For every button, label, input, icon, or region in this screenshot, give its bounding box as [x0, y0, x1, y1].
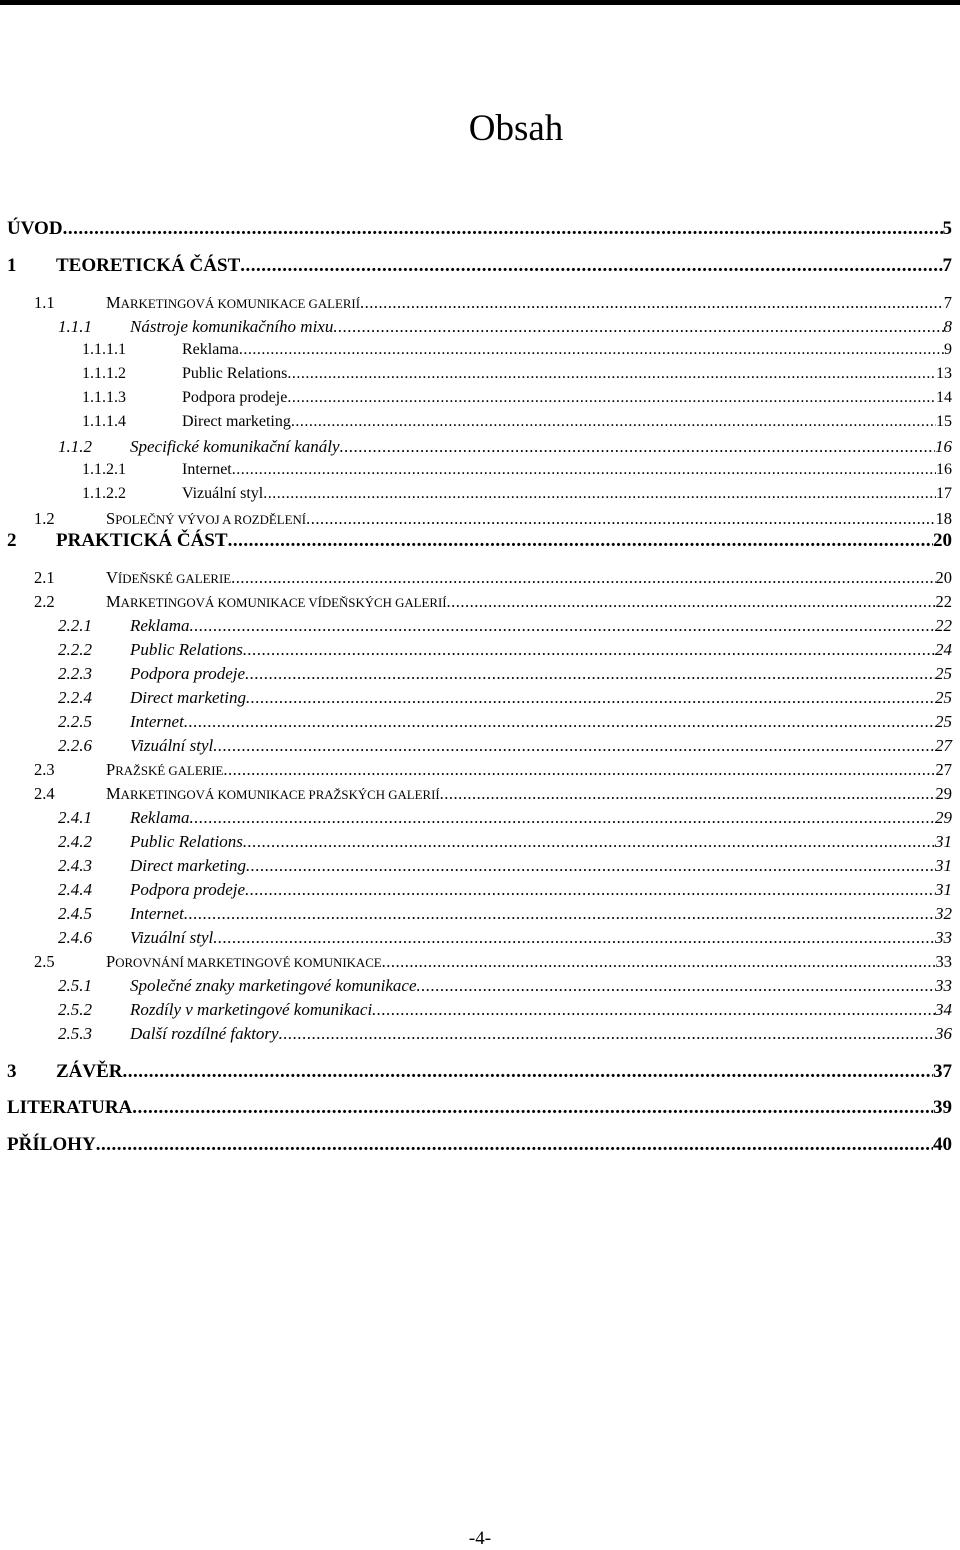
toc-entry-title: Nástroje komunikačního mixu	[130, 317, 334, 336]
toc-entry-title: LITERATURA	[7, 1097, 133, 1118]
toc-entry[interactable]	[58, 664, 952, 684]
toc-entry-title: Rozdíly v marketingové komunikaci	[130, 1000, 373, 1019]
toc-entry-number: 2.4.4	[58, 880, 92, 899]
toc-entry-page: 7	[943, 293, 952, 312]
toc-dot-leader	[189, 808, 935, 828]
toc-entry-page: 29	[935, 784, 952, 803]
toc-entry[interactable]	[82, 389, 952, 407]
toc-entry[interactable]	[7, 1061, 952, 1083]
toc-entry[interactable]	[82, 365, 952, 383]
toc-entry[interactable]	[58, 832, 952, 852]
page-title: Obsah	[468, 108, 564, 149]
toc-entry-title: Internet	[182, 461, 232, 478]
toc-entry-number: 2.3	[34, 760, 55, 779]
toc-entry-page: 33	[935, 928, 952, 947]
toc-entry[interactable]	[7, 1097, 952, 1119]
toc-entry-title: Podpora prodeje	[182, 389, 288, 406]
toc-entry-title: ÚVOD	[7, 218, 63, 239]
toc-entry-title: Direct marketing	[130, 688, 246, 707]
toc-entry-title: PRAKTICKÁ ČÁST	[56, 530, 228, 551]
toc-entry-page: 37	[933, 1061, 952, 1082]
toc-dot-leader	[291, 413, 936, 431]
toc-entry[interactable]	[58, 976, 952, 996]
toc-entry-page: 31	[935, 856, 952, 875]
toc-dot-leader	[184, 712, 935, 732]
toc-entry-number: 1.1.1.3	[82, 389, 126, 406]
toc-entry[interactable]	[58, 808, 952, 828]
toc-entry-page: 8	[943, 317, 952, 336]
toc-entry-title: Další rozdílné faktory	[130, 1024, 279, 1043]
toc-entry-number: 2.5.1	[58, 976, 92, 995]
toc-dot-leader	[372, 1000, 935, 1020]
toc-entry-title: Direct marketing	[182, 413, 291, 430]
toc-entry-page: 36	[935, 1024, 952, 1043]
toc-entry-page: 20	[933, 530, 952, 551]
toc-entry[interactable]	[7, 530, 952, 552]
toc-dot-leader	[306, 509, 935, 529]
toc-entry-number: 1.1.2.2	[82, 485, 126, 502]
toc-entry-number: 2.4.1	[58, 808, 92, 827]
toc-dot-leader	[243, 832, 935, 852]
toc-entry-page: 27	[935, 736, 952, 755]
toc-entry-title: VÍDEŇSKÉ GALERIE	[106, 568, 232, 587]
toc-dot-leader	[231, 568, 935, 588]
toc-entry-page: 31	[935, 832, 952, 851]
toc-entry-page: 25	[935, 664, 952, 683]
toc-entry[interactable]	[58, 1024, 952, 1044]
toc-entry-title: POROVNÁNÍ MARKETINGOVÉ KOMUNIKACE	[106, 952, 382, 971]
toc-dot-leader	[63, 218, 943, 240]
toc-entry[interactable]	[58, 736, 952, 756]
toc-dot-leader	[232, 461, 936, 479]
toc-entry-number: 2.2.2	[58, 640, 92, 659]
toc-dot-leader	[123, 1061, 933, 1083]
toc-entry-title: TEORETICKÁ ČÁST	[56, 255, 241, 276]
toc-entry-title: SPOLEČNÝ VÝVOJ A ROZDĚLENÍ	[106, 509, 307, 528]
toc-entry[interactable]	[58, 880, 952, 900]
toc-entry[interactable]	[58, 688, 952, 708]
toc-entry[interactable]	[34, 592, 952, 612]
toc-dot-leader	[184, 904, 935, 924]
toc-entry-title: PRAŽSKÉ GALERIE	[106, 760, 224, 779]
toc-entry[interactable]	[58, 928, 952, 948]
toc-entry-number: 2.4.5	[58, 904, 92, 923]
toc-entry-page: 32	[935, 904, 952, 923]
toc-entry-title: Společné znaky marketingové komunikace	[130, 976, 417, 995]
toc-entry-number: 2.2.4	[58, 688, 92, 707]
toc-entry-title: Public Relations	[130, 640, 243, 659]
toc-entry-number: 2.5.3	[58, 1024, 92, 1043]
toc-entry[interactable]	[58, 1000, 952, 1020]
toc-entry-page: 22	[935, 592, 952, 611]
toc-entry-page: 27	[935, 760, 952, 779]
toc-dot-leader	[189, 616, 935, 636]
toc-entry-page: 33	[935, 952, 952, 971]
toc-entry-title: MARKETINGOVÁ KOMUNIKACE VÍDEŇSKÝCH GALERIÍ	[106, 592, 447, 611]
toc-dot-leader	[245, 880, 935, 900]
toc-entry-number: 3	[7, 1061, 17, 1082]
toc-entry[interactable]	[7, 1134, 952, 1156]
toc-entry-title: Podpora prodeje	[130, 664, 246, 683]
toc-dot-leader	[243, 640, 935, 660]
toc-dot-leader	[96, 1134, 933, 1156]
toc-dot-leader	[263, 485, 936, 503]
toc-entry-number: 1.1.2	[58, 437, 92, 456]
toc-entry-title: Reklama	[130, 616, 190, 635]
toc-entry-title: Reklama	[182, 341, 239, 358]
toc-entry[interactable]	[34, 784, 952, 804]
toc-entry-title: Public Relations	[130, 832, 243, 851]
toc-entry-page: 40	[933, 1134, 952, 1155]
toc-entry-number: 2.4.6	[58, 928, 92, 947]
toc-entry-number: 2	[7, 530, 17, 551]
toc-entry-page: 39	[933, 1097, 952, 1118]
toc-entry[interactable]	[34, 293, 952, 313]
toc-entry-page: 18	[935, 509, 952, 528]
toc-dot-leader	[417, 976, 935, 996]
toc-entry-title: Public Relations	[182, 365, 288, 382]
toc-entry-number: 2.2.3	[58, 664, 92, 683]
toc-entry-number: 2.4.3	[58, 856, 92, 875]
toc-entry-page: 13	[936, 365, 952, 382]
toc-entry[interactable]	[34, 509, 952, 529]
toc-entry-page: 34	[935, 1000, 952, 1019]
toc-entry-number: 2.2.1	[58, 616, 92, 635]
toc-entry-title: PŘÍLOHY	[7, 1134, 96, 1155]
toc-dot-leader	[239, 341, 944, 359]
toc-entry-number: 1.1.2.1	[82, 461, 126, 478]
toc-dot-leader	[213, 928, 935, 948]
toc-entry-page: 24	[935, 640, 952, 659]
toc-entry-page: 22	[935, 616, 952, 635]
toc-entry-number: 1.1	[34, 293, 55, 312]
toc-entry-number: 1.1.1.1	[82, 341, 126, 358]
toc-dot-leader	[340, 437, 935, 457]
toc-dot-leader	[213, 736, 935, 756]
toc-entry-title: Vizuální styl	[130, 736, 214, 755]
toc-entry-number: 1	[7, 255, 17, 276]
toc-entry-page: 20	[935, 568, 952, 587]
toc-dot-leader	[279, 1024, 935, 1044]
toc-entry-title: Internet	[130, 904, 184, 923]
toc-entry[interactable]	[7, 218, 952, 240]
toc-entry-title: Reklama	[130, 808, 190, 827]
toc-entry[interactable]	[58, 856, 952, 876]
toc-entry[interactable]	[34, 760, 952, 780]
toc-entry-page: 15	[936, 413, 952, 430]
toc-entry[interactable]	[58, 640, 952, 660]
toc-entry-title: ZÁVĚR	[56, 1061, 123, 1082]
toc-entry-number: 2.5.2	[58, 1000, 92, 1019]
toc-entry-number: 2.1	[34, 568, 55, 587]
toc-dot-leader	[240, 255, 942, 277]
toc-dot-leader	[228, 530, 933, 552]
page-number-footer: -4-	[468, 1528, 492, 1549]
toc-dot-leader	[382, 952, 936, 972]
toc-entry-title: Vizuální styl	[130, 928, 214, 947]
toc-entry-title: MARKETINGOVÁ KOMUNIKACE GALERIÍ	[106, 293, 360, 312]
toc-entry[interactable]	[58, 904, 952, 924]
toc-dot-leader	[287, 389, 936, 407]
toc-entry-page: 16	[935, 437, 952, 456]
toc-entry[interactable]	[58, 317, 952, 337]
toc-dot-leader	[287, 365, 936, 383]
toc-entry-title: Podpora prodeje	[130, 880, 246, 899]
toc-entry-number: 1.1.1.2	[82, 365, 126, 382]
toc-entry-page: 33	[935, 976, 952, 995]
toc-entry-page: 16	[936, 461, 952, 478]
toc-entry[interactable]	[58, 437, 952, 457]
toc-entry-number: 2.5	[34, 952, 55, 971]
toc-entry-title: MARKETINGOVÁ KOMUNIKACE PRAŽSKÝCH GALERIÍ	[106, 784, 440, 803]
toc-entry-page: 29	[935, 808, 952, 827]
toc-dot-leader	[246, 856, 935, 876]
toc-entry[interactable]	[82, 461, 952, 479]
toc-entry[interactable]	[82, 485, 952, 503]
toc-entry-number: 1.1.1	[58, 317, 92, 336]
toc-entry-number: 2.2.5	[58, 712, 92, 731]
toc-entry-title: Specifické komunikační kanály	[130, 437, 340, 456]
toc-entry-page: 9	[944, 341, 952, 358]
toc-entry[interactable]	[34, 952, 952, 972]
toc-entry[interactable]	[58, 616, 952, 636]
toc-entry-page: 17	[936, 485, 952, 502]
toc-entry-title: Internet	[130, 712, 184, 731]
toc-entry-page: 25	[935, 688, 952, 707]
toc-entry[interactable]	[7, 255, 952, 277]
toc-entry[interactable]	[58, 712, 952, 732]
toc-entry[interactable]	[34, 568, 952, 588]
toc-entry-number: 1.2	[34, 509, 55, 528]
toc-entry-number: 2.2.6	[58, 736, 92, 755]
toc-entry-number: 2.2	[34, 592, 55, 611]
toc-dot-leader	[246, 688, 935, 708]
toc-dot-leader	[245, 664, 935, 684]
toc-entry[interactable]	[82, 341, 952, 359]
toc-entry-page: 5	[942, 218, 952, 239]
toc-dot-leader	[333, 317, 943, 337]
toc-dot-leader	[223, 760, 935, 780]
toc-entry-page: 14	[936, 389, 952, 406]
toc-entry-page: 31	[935, 880, 952, 899]
toc-dot-leader	[440, 784, 936, 804]
toc-entry-page: 25	[935, 712, 952, 731]
toc-entry-number: 2.4	[34, 784, 55, 803]
toc-dot-leader	[132, 1097, 933, 1119]
toc-entry-title: Vizuální styl	[182, 485, 264, 502]
toc-entry-number: 2.4.2	[58, 832, 92, 851]
toc-entry-page: 7	[942, 255, 952, 276]
toc-entry[interactable]	[82, 413, 952, 431]
toc-entry-title: Direct marketing	[130, 856, 246, 875]
toc-dot-leader	[447, 592, 936, 612]
toc-dot-leader	[360, 293, 944, 313]
toc-entry-number: 1.1.1.4	[82, 413, 126, 430]
